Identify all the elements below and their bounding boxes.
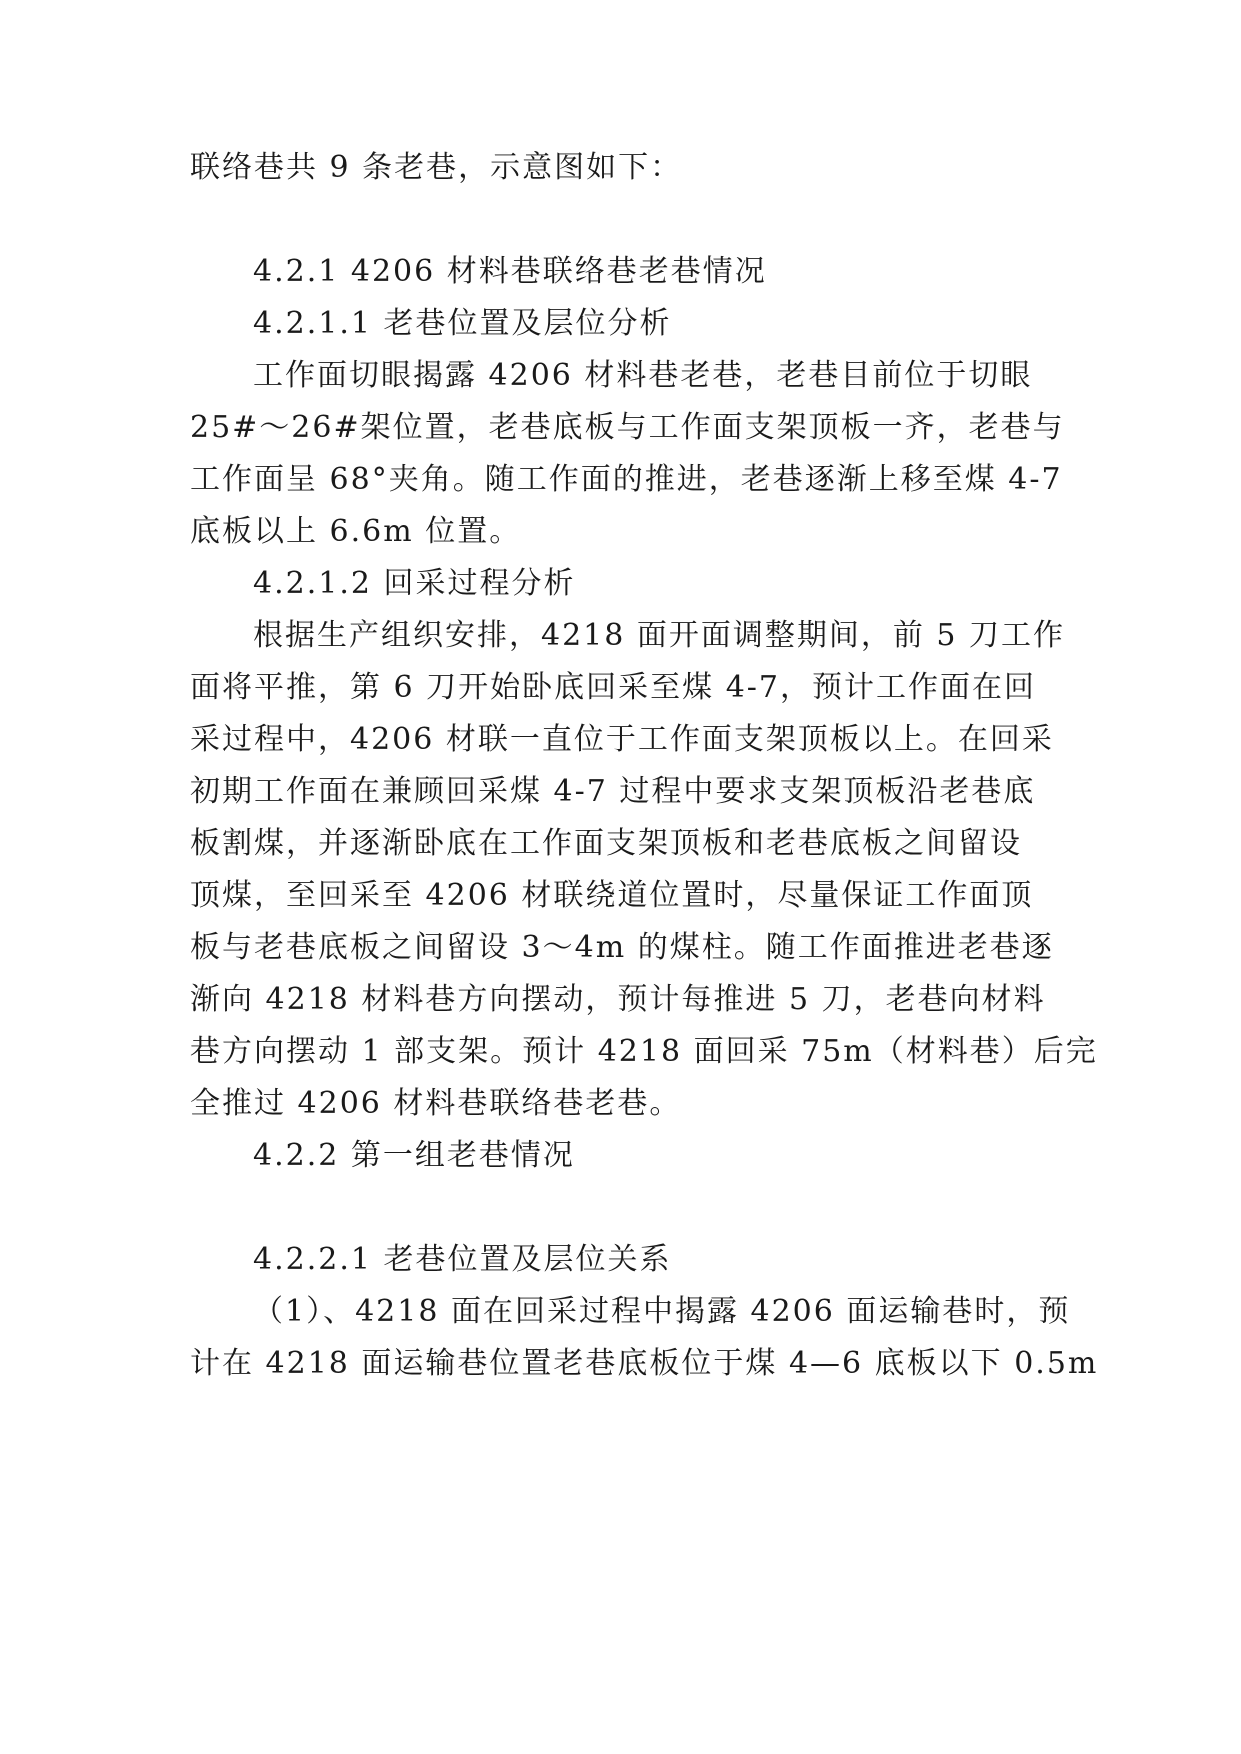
section-heading-4-2-2: 4.2.2 第一组老巷情况 <box>253 1138 575 1173</box>
paragraph-line: 初期工作面在兼顾回采煤 4-7 过程中要求支架顶板沿老巷底 <box>190 774 1036 809</box>
section-heading-4-2-1: 4.2.1 4206 材料巷联络巷老巷情况 <box>253 254 767 289</box>
paragraph-line: 计在 4218 面运输巷位置老巷底板位于煤 4—6 底板以下 0.5m <box>190 1346 1099 1381</box>
paragraph-line: 巷方向摆动 1 部支架。预计 4218 面回采 75m（材料巷）后完 <box>190 1034 1098 1069</box>
paragraph-line: 25#～26#架位置，老巷底板与工作面支架顶板一齐，老巷与 <box>190 410 1065 445</box>
paragraph-line: 底板以上 6.6m 位置。 <box>190 514 522 549</box>
paragraph-line: 面将平推，第 6 刀开始卧底回采至煤 4-7，预计工作面在回 <box>190 670 1037 705</box>
paragraph-line: （1）、4218 面在回采过程中揭露 4206 面运输巷时，预 <box>253 1294 1071 1329</box>
paragraph-line: 板与老巷底板之间留设 3～4m 的煤柱。随工作面推进老巷逐 <box>190 930 1054 965</box>
paragraph-line: 全推过 4206 材料巷联络巷老巷。 <box>190 1086 682 1121</box>
subsection-heading-4-2-1-2: 4.2.1.2 回采过程分析 <box>253 566 576 601</box>
paragraph-line: 工作面切眼揭露 4206 材料巷老巷，老巷目前位于切眼 <box>253 358 1033 393</box>
paragraph-line: 顶煤，至回采至 4206 材联绕道位置时，尽量保证工作面顶 <box>190 878 1034 913</box>
paragraph-line: 渐向 4218 材料巷方向摆动，预计每推进 5 刀，老巷向材料 <box>190 982 1046 1017</box>
paragraph-line: 采过程中，4206 材联一直位于工作面支架顶板以上。在回采 <box>190 722 1054 757</box>
paragraph-line: 联络巷共 9 条老巷，示意图如下： <box>190 150 683 185</box>
paragraph-line: 根据生产组织安排，4218 面开面调整期间，前 5 刀工作 <box>253 618 1066 653</box>
subsection-heading-4-2-2-1: 4.2.2.1 老巷位置及层位关系 <box>253 1242 672 1277</box>
paragraph-line: 工作面呈 68°夹角。随工作面的推进，老巷逐渐上移至煤 4-7 <box>190 462 1063 497</box>
subsection-heading-4-2-1-1: 4.2.1.1 老巷位置及层位分析 <box>253 306 672 341</box>
paragraph-line: 板割煤，并逐渐卧底在工作面支架顶板和老巷底板之间留设 <box>190 826 1022 861</box>
